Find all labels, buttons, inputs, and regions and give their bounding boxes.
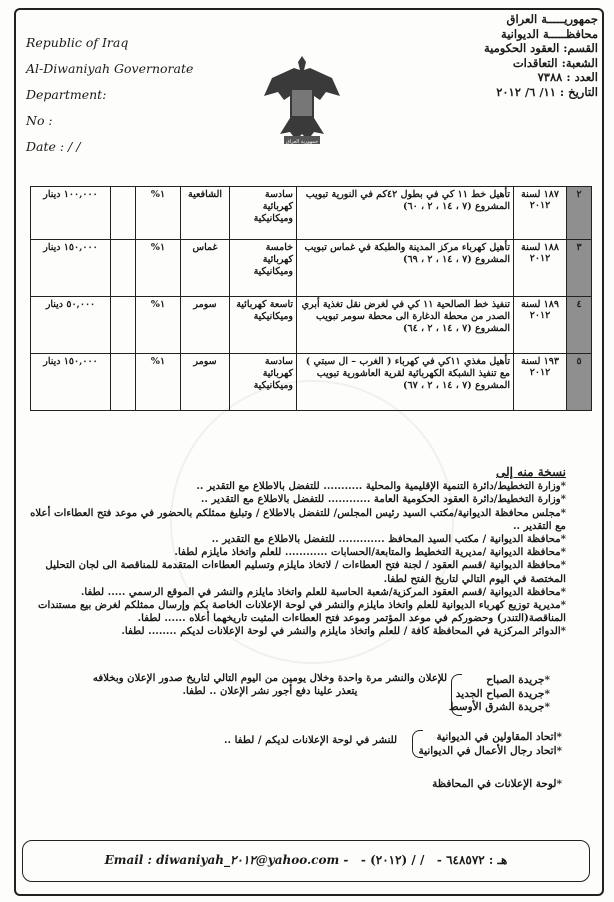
tender-fee: ١٥٠,٠٠٠ دينار	[31, 240, 111, 297]
project-location: سومر	[181, 354, 230, 411]
letterhead-ar-number: العدد : ٧٣٨٨	[537, 70, 598, 84]
letterhead-ar-governorate: محافظـــــة الديوانية	[501, 26, 598, 41]
curly-brace-icon	[412, 730, 423, 758]
project-number: ٣	[567, 240, 592, 297]
copy-recipient-item: *محافظة الديوانية /قسم العقود المركزية/شعبة الحاسبة للعلم واتخاذ مايلزم والنشر في الموقع الرسمي ..... لطفا.	[80, 585, 566, 598]
project-description: تأهيل كهرباء مركز المدينة والطبكة في غماس تبويب المشروع (٧ ، ١٤ ، ٢ ، ٦٩)	[297, 240, 514, 297]
newspapers-note: للإعلان والنشر مرة واحدة وخلال يومين من اليوم التالي لتاريخ صدور الإعلان وبخلافه يتعذر علينا دفع أجور نشر الإعلان .. لطفا.	[92, 672, 448, 697]
copy-recipient-item: *وزارة التخطيط/دائرة التنمية الإقليمية والمحلية ........... للتفضل بالاطلاع مع التقدير ..	[196, 480, 566, 493]
bid-bond-percent: ١%	[136, 297, 181, 354]
footer-contact	[23, 853, 589, 867]
letterhead-department: Department:	[26, 87, 107, 102]
copy-recipient-item: *محافظة الديوانية / مكتب السيد المحافظ ............. للتفضل بالاطلاع مع التقدير ..	[211, 533, 566, 546]
table-row	[31, 297, 592, 354]
project-description: تأهيل مغذي ١١كي في كهرباء ( الغرب – ال سبتي ) مع تنفيذ الشبكة الكهربائية لقرية العاشورية تبويب المشروع (٧ ، ١٤ ، ٢ ، ٦٧)	[297, 354, 514, 411]
contractor-grade: سادسة كهربائية وميكانيكية	[230, 354, 297, 411]
bid-bond-percent: ١%	[136, 240, 181, 297]
empty-cell	[111, 240, 136, 297]
footer-email: Email : diwaniyah_٢٠١٢@yahoo.com -	[104, 853, 349, 867]
eagle-emblem-icon	[262, 48, 342, 148]
letterhead-ar-section: القسم: العقود الحكومية	[483, 41, 598, 55]
unions-note: للنشر في لوحة الإعلانات لديكم / لطفا ..	[224, 734, 398, 746]
project-location: سومر	[181, 297, 230, 354]
newspapers-list	[449, 674, 550, 715]
union-item: *اتحاد رجال الأعمال في الديوانية	[418, 745, 562, 757]
project-number: ٢	[567, 187, 592, 240]
empty-cell	[111, 354, 136, 411]
project-description: تأهيل خط ١١ كي في بطول ٤٢كم في النورية تبويب المشروع (٧ ، ١٤ ، ٢ ، ٦٠)	[297, 187, 514, 240]
letterhead-date: Date : / /	[26, 139, 81, 154]
letterhead-ar-date: التاريخ : ١١/ ٦/ ٢٠١٢	[496, 84, 598, 99]
project-location: الشافعية	[181, 187, 230, 240]
copy-recipient-item: *مجلس محافظة الديوانية/مكتب السيد رئيس المجلس/ للتفضل بالاطلاع / وتبليغ ممثلكم بالحضور في موعد فتح العطاءات أعلاه مع التقدير ..	[30, 506, 566, 532]
letterhead-governorate: Al-Diwaniyah Governorate	[26, 61, 194, 76]
copies-section	[26, 466, 566, 639]
tender-fee: ١٥٠,٠٠٠ دينار	[31, 354, 111, 411]
newspaper-item: *جريدة الصباح	[486, 674, 550, 686]
project-number: ٥	[567, 354, 592, 411]
newspaper-item: *جريدة الصباح الجديد	[455, 687, 550, 700]
contractor-grade: تاسعة كهربائية وميكانيكية	[230, 297, 297, 354]
notice-board-line: *لوحة الإعلانات في المحافظة	[432, 778, 562, 790]
tender-fee: ٥٠,٠٠٠ دينار	[31, 297, 111, 354]
letterhead-arabic	[484, 12, 598, 99]
copy-recipient-item: *محافظة الديوانية /مديرية التخطيط والمتابعة/الحسابات ............ للعلم واتخاذ مايلزم لطفا.	[174, 546, 566, 559]
union-item: *اتحاد المقاولين في الديوانية	[436, 731, 562, 743]
empty-cell	[111, 187, 136, 240]
copies-title: نسخة منه إلى	[495, 465, 566, 479]
letterhead-number: No :	[26, 113, 53, 128]
letterhead-ar-country: جمهوريـــــة العراق	[506, 12, 598, 26]
project-code: ١٨٨ لسنة ٢٠١٢	[514, 240, 567, 297]
project-description: تنفيذ خط الصالحية ١١ كي في لغرض نقل تغذية أبري الصدر من محطة الدغارة الى محطة سومر تبويب المشروع (٧ ، ١٤ ، ٢ ، ٦٤)	[297, 297, 514, 354]
project-code: ١٨٧ لسنة ٢٠١٢	[514, 187, 567, 240]
bid-bond-percent: ١%	[136, 187, 181, 240]
letterhead-english	[26, 30, 193, 160]
newspaper-item: *جريدة الشرق الأوسط	[448, 701, 550, 713]
table-row	[31, 354, 592, 411]
curly-brace-icon	[451, 674, 462, 716]
letterhead-ar-division: الشعبة: التعاقدات	[512, 55, 598, 70]
copy-recipient-item: *محافظة الديوانية /قسم العقود / لجنة فتح العطاءات / لاتخاذ مايلزم وتسليم العطاءات المتقدمة للمناقصة الى لجان التحليل المختصة في اليوم التالي لتاريخ الفتح لطفا.	[45, 559, 566, 585]
project-code: ١٨٩ لسنة ٢٠١٢	[514, 297, 567, 354]
emblem-caption: جمهورية العراق	[285, 139, 319, 145]
footer-fax: / / (٢٠١٢) -	[360, 853, 425, 867]
table-row	[31, 187, 592, 240]
copy-recipient-item: *الدوائر المركزية في المحافظة كافة / للعلم واتخاذ مايلزم والنشر في لوحة الإعلانات لديكم ........ لطفا.	[121, 625, 566, 638]
letterhead-country: Republic of Iraq	[26, 35, 129, 50]
footer-box	[22, 840, 590, 882]
tender-fee: ١٠٠,٠٠٠ دينار	[31, 187, 111, 240]
contractor-grade: خامسة كهربائية وميكانيكية	[230, 240, 297, 297]
unions-list	[419, 730, 562, 758]
project-number: ٤	[567, 297, 592, 354]
bid-bond-percent: ١%	[136, 354, 181, 411]
table-row	[31, 240, 592, 297]
project-code: ١٩٣ لسنة ٢٠١٢	[514, 354, 567, 411]
project-location: غماس	[181, 240, 230, 297]
footer-phone: هـ : ٦٤٨٥٧٢ -	[436, 853, 508, 867]
empty-cell	[111, 297, 136, 354]
contractor-grade: سادسة كهربائية وميكانيكية	[230, 187, 297, 240]
projects-table	[30, 186, 592, 411]
copy-recipient-item: *مديرية توزيع كهرباء الديوانية للعلم واتخاذ مايلزم والنشر في لوحة الإعلانات الخاصة بكم وإرسال ممثلكم لغرض بيع مستندات المناقصة(التندر) وحضوركم في موعد المؤتمر وموعد فتح العطاءات المثبت تاريخهما أعلاه ...... لطفا.	[37, 599, 566, 625]
copy-recipient-item: *وزارة التخطيط/دائرة العقود الحكومية العامة ............ للتفضل بالاطلاع مع التقدير ..	[200, 493, 566, 506]
